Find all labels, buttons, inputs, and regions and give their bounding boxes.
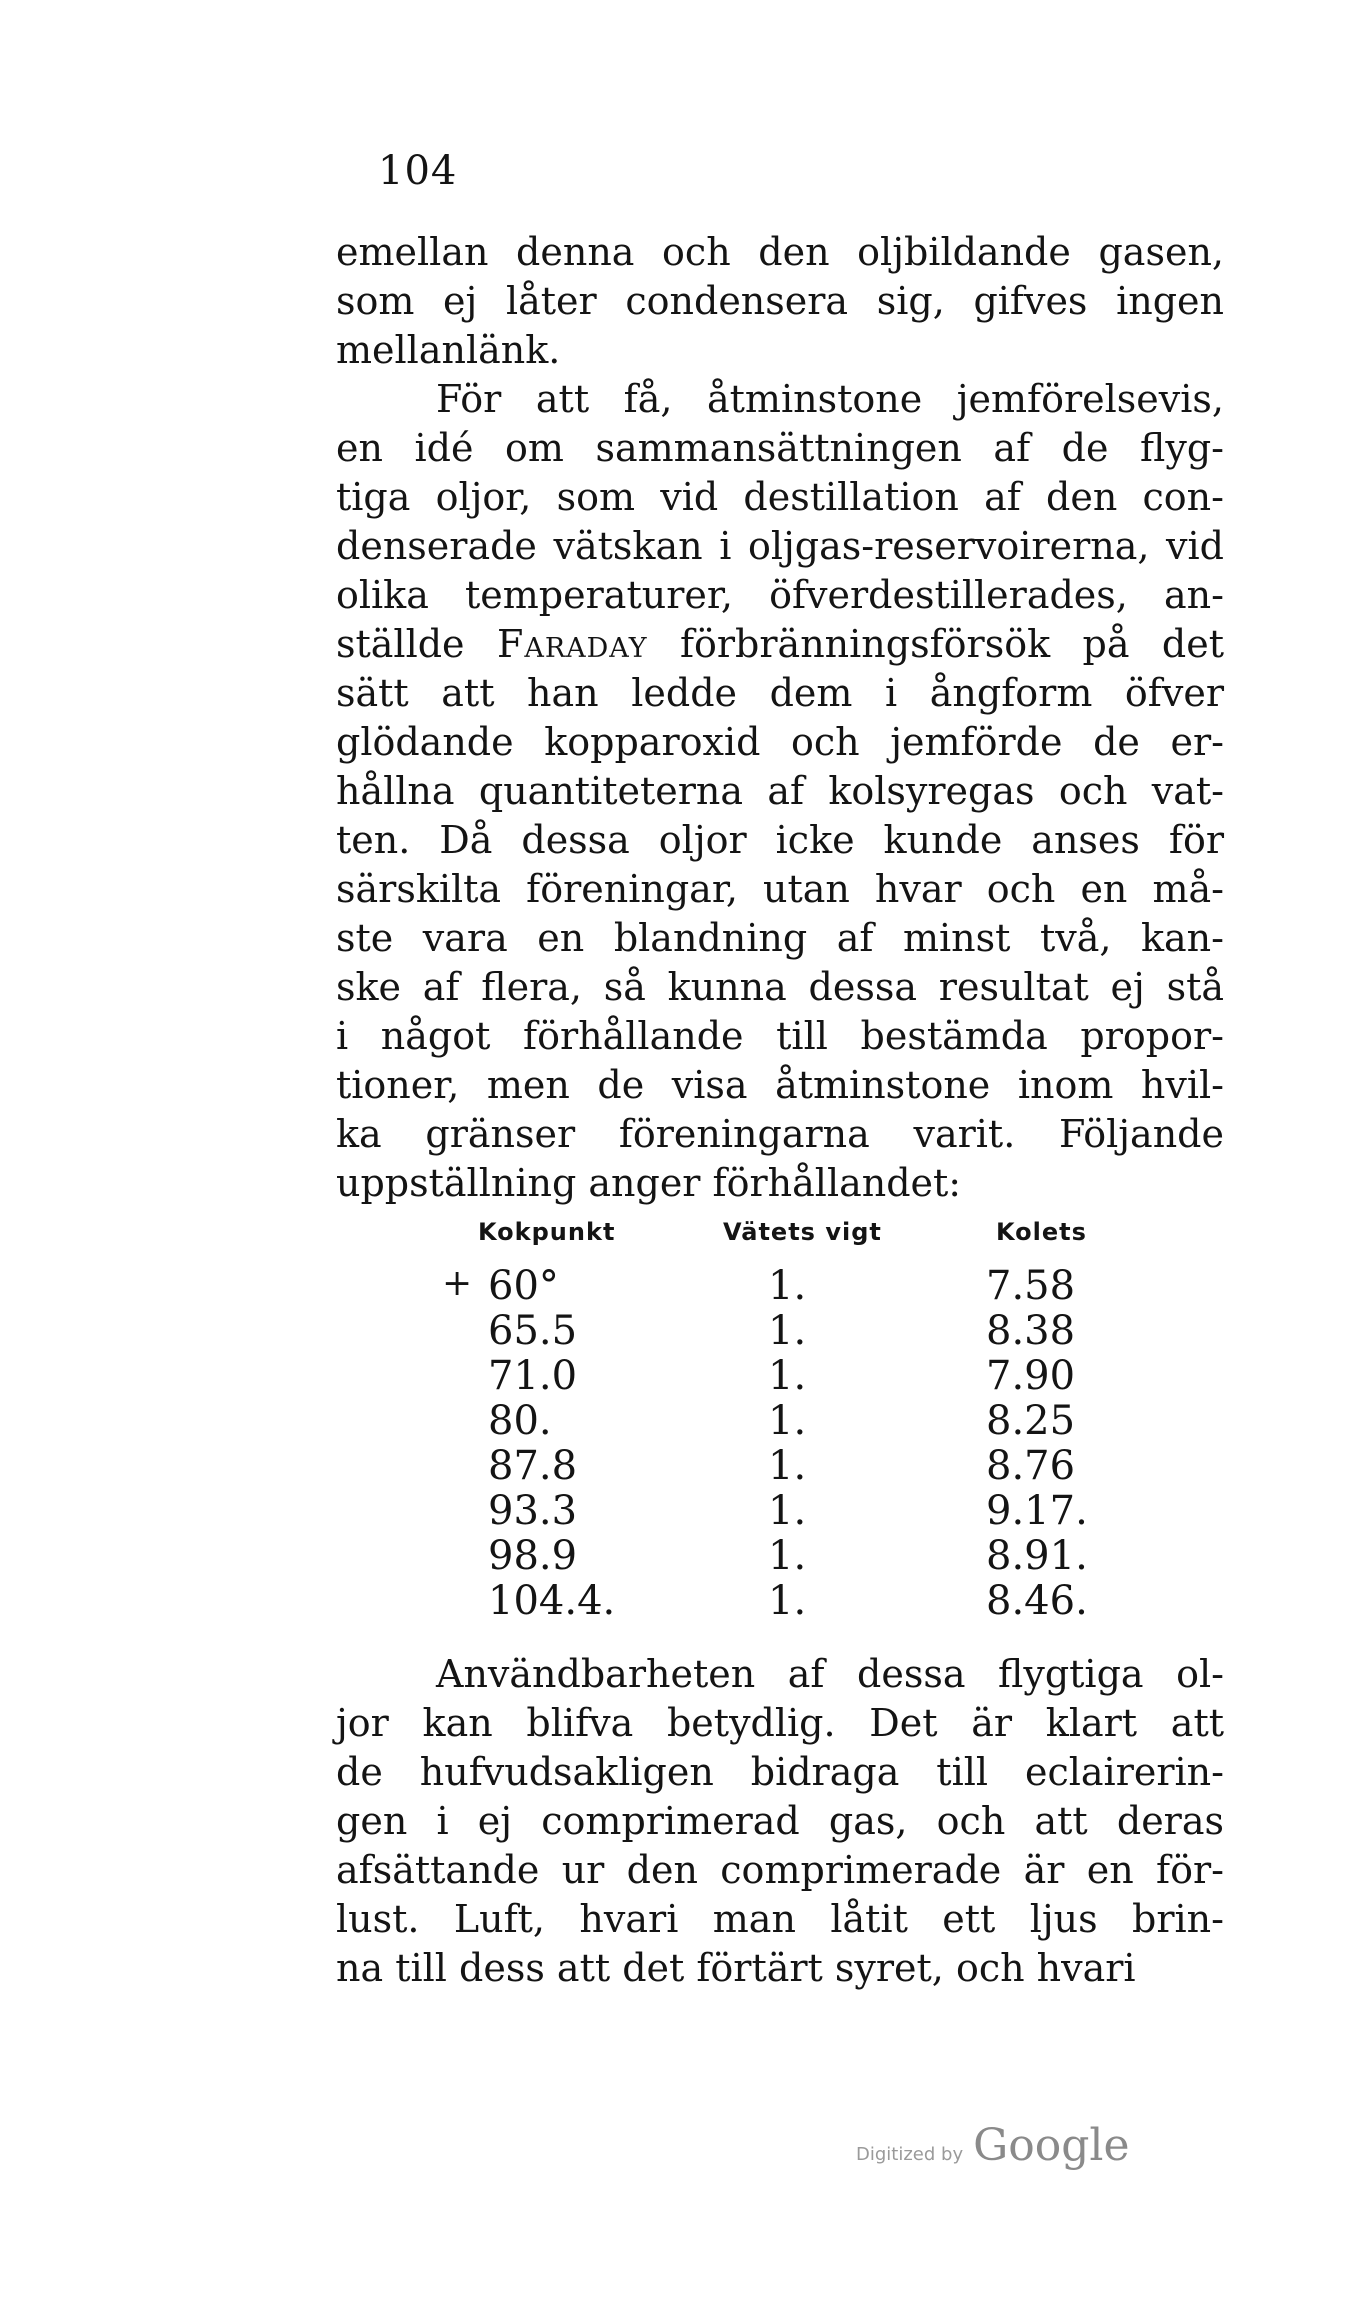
table-cell: 8.46. — [986, 1578, 1088, 1624]
header-carbon: Kolets — [996, 1218, 1087, 1246]
table-cell: 8.91. — [986, 1533, 1088, 1579]
paragraph-2 — [336, 375, 1224, 1208]
text-line — [336, 620, 1224, 669]
text-line: hållna quantiteterna af kolsyregas och vat- — [336, 769, 1224, 813]
table-cell: 1. — [768, 1443, 807, 1489]
table-row — [448, 1578, 1148, 1623]
paragraph-1 — [336, 228, 1224, 375]
text-line: sätt att han ledde dem i ångform öfver — [336, 671, 1224, 715]
table-cell: 60° — [488, 1263, 559, 1309]
table-cell: 1. — [768, 1533, 807, 1579]
text-line: uppställning anger förhållandet: — [336, 1161, 962, 1205]
table-row — [448, 1443, 1148, 1488]
table-row — [448, 1533, 1148, 1578]
table-cell: 93.3 — [488, 1488, 578, 1534]
text-line: emellan denna och den oljbildande gasen, — [336, 230, 1224, 274]
text-fragment: ställde — [336, 622, 497, 666]
plus-mark: + — [442, 1263, 473, 1304]
table-cell: 9.17. — [986, 1488, 1088, 1534]
table-row — [442, 1263, 1148, 1309]
table-header-row — [448, 1218, 1148, 1263]
text-line: lust. Luft, hvari man låtit ett ljus brin- — [336, 1897, 1224, 1941]
text-line: de hufvudsakligen bidraga till eclairerin- — [336, 1750, 1224, 1794]
digitized-by-google-watermark — [856, 2120, 1130, 2171]
table-cell: 1. — [768, 1308, 807, 1354]
paragraph-3 — [336, 1650, 1224, 1993]
table-cell: 65.5 — [488, 1308, 578, 1354]
text-line: i något förhållande till bestämda propor- — [336, 1014, 1224, 1058]
text-line: gen i ej comprimerad gas, och att deras — [336, 1799, 1224, 1843]
table-row — [448, 1308, 1148, 1353]
table-cell: 71.0 — [488, 1353, 578, 1399]
table-cell: 80. — [488, 1398, 552, 1444]
table-cell: 98.9 — [488, 1533, 578, 1579]
header-hydrogen-weight: Vätets vigt — [723, 1218, 882, 1246]
text-line: ske af flera, så kunna dessa resultat ej stå — [336, 965, 1224, 1009]
header-boiling-point: Kokpunkt — [478, 1218, 616, 1246]
google-logo: Google — [973, 2120, 1130, 2171]
text-line: särskilta föreningar, utan hvar och en må- — [336, 867, 1224, 911]
text-line: tioner, men de visa åtminstone inom hvil- — [336, 1063, 1224, 1107]
table-row — [448, 1353, 1148, 1398]
text-line: som ej låter condensera sig, gifves ingen — [336, 279, 1224, 323]
text-line: afsättande ur den comprimerade är en för- — [336, 1848, 1224, 1892]
table-row — [448, 1398, 1148, 1443]
table-cell: 8.38 — [986, 1308, 1076, 1354]
table-cell: 87.8 — [488, 1443, 578, 1489]
text-line: För att få, åtminstone jemförelsevis, — [436, 377, 1224, 421]
text-line: denserade vätskan i oljgas-reservoirerna, vid — [336, 524, 1224, 568]
table-cell: 1. — [768, 1398, 807, 1444]
text-line: en idé om sammansättningen af de flyg- — [336, 426, 1224, 470]
text-line: mellanlänk. — [336, 328, 561, 372]
table-cell: 104.4. — [488, 1578, 616, 1624]
text-line: na till dess att det förtärt syret, och hvari — [336, 1946, 1136, 1990]
table-body — [442, 1263, 1148, 1624]
table-cell: 1. — [768, 1263, 807, 1309]
boiling-point-table — [442, 1218, 1148, 1624]
table-cell: 7.90 — [986, 1353, 1076, 1399]
page-number: 104 — [378, 148, 458, 194]
table-cell: 8.25 — [986, 1398, 1076, 1444]
author-name: Faraday — [496, 622, 648, 666]
text-fragment: förbränningsförsök på det — [647, 622, 1224, 666]
text-line: ste vara en blandning af minst två, kan- — [336, 916, 1224, 960]
text-line: tiga oljor, som vid destillation af den con- — [336, 475, 1224, 519]
text-line: ka gränser föreningarna varit. Följande — [336, 1112, 1224, 1156]
table-cell: 1. — [768, 1578, 807, 1624]
text-line: olika temperaturer, öfverdestillerades, an- — [336, 573, 1224, 617]
text-line: ten. Då dessa oljor icke kunde anses för — [336, 818, 1224, 862]
table-cell: 1. — [768, 1353, 807, 1399]
digitized-label: Digitized by — [856, 2144, 964, 2165]
table-cell: 7.58 — [986, 1263, 1076, 1309]
text-line: jor kan blifva betydlig. Det är klart att — [336, 1701, 1224, 1745]
table-cell: 1. — [768, 1488, 807, 1534]
table-row — [448, 1488, 1148, 1533]
text-line: Användbarheten af dessa flygtiga ol- — [436, 1652, 1224, 1696]
table-cell: 8.76 — [986, 1443, 1076, 1489]
text-line: glödande kopparoxid och jemförde de er- — [336, 720, 1224, 764]
